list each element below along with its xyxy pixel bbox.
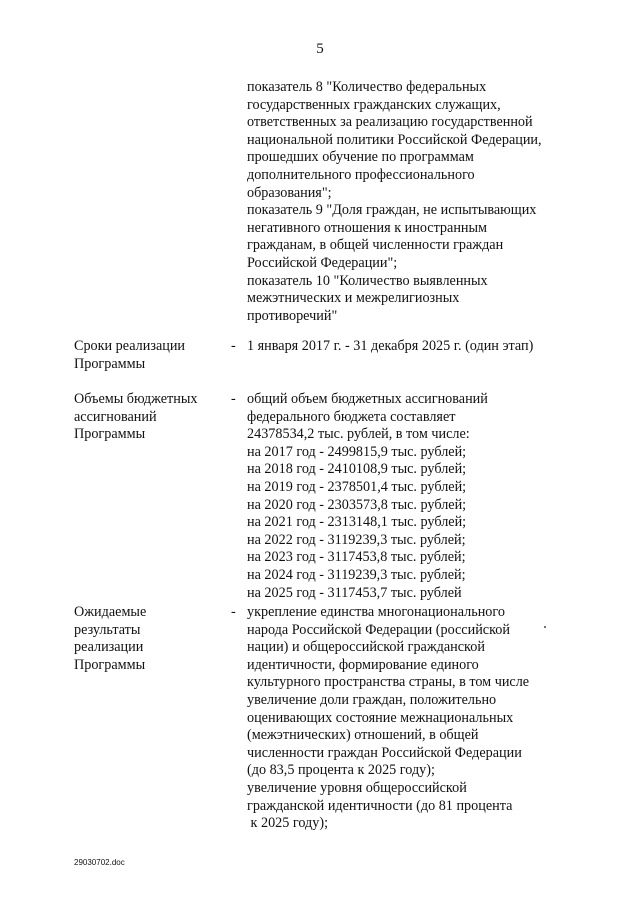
indicators-continuation [247, 79, 542, 325]
value-line: на 2019 год - 2378501,4 тыс. рублей; [247, 478, 467, 495]
text-line: образования"; [247, 184, 332, 201]
footer-filename: 29030702.doc [74, 858, 125, 867]
label-line: Программы [74, 656, 146, 673]
value-line: на 2020 год - 2303573,8 тыс. рублей; [247, 496, 467, 513]
value-line: гражданской идентичности (до 81 процента [247, 797, 513, 814]
value-line: на 2024 год - 3119239,3 тыс. рублей; [247, 566, 466, 583]
text-line: негативного отношения к иностранным [247, 219, 488, 236]
value-line: народа Российской Федерации (российской [247, 621, 510, 638]
text-line: показатель 9 "Доля граждан, не испытывающих [247, 202, 537, 219]
value-line: общий объем бюджетных ассигнований [247, 391, 488, 407]
value-line: культурного пространства страны, в том числе [247, 674, 530, 691]
page-number: 5 [316, 41, 324, 57]
value-line: 24378534,2 тыс. рублей, в том числе: [247, 426, 470, 443]
label-line: Ожидаемые [74, 604, 147, 620]
value-line: (до 83,5 процента к 2025 году); [247, 762, 435, 779]
label-line: реализации [74, 639, 144, 656]
text-line: противоречий" [247, 307, 338, 324]
row-label [74, 391, 197, 444]
value-line: укрепление единства многонационального [247, 604, 505, 620]
value-line: федерального бюджета составляет [247, 408, 456, 425]
text-line: государственных гражданских служащих, [247, 96, 501, 113]
text-line: дополнительного профессионального [247, 166, 475, 183]
label-line: Объемы бюджетных [74, 391, 198, 407]
row-dash: - [231, 604, 236, 620]
value-line: (межэтнических) отношений, в общей [247, 727, 479, 744]
scan-speck [544, 626, 546, 628]
text-line: прошедших обучение по программам [247, 149, 474, 166]
value-line: нации) и общероссийской гражданской [247, 639, 485, 656]
text-line: гражданам, в общей численности граждан [247, 237, 504, 254]
row-value [247, 604, 529, 833]
row-value [247, 338, 533, 356]
value-line: на 2017 год - 2499815,9 тыс. рублей; [247, 443, 467, 460]
value-line: оценивающих состояние межнациональных [247, 709, 514, 726]
text-line: показатель 10 "Количество выявленных [247, 272, 488, 289]
text-line: национальной политики Российской Федерации, [247, 131, 542, 148]
value-line: идентичности, формирование единого [247, 656, 479, 673]
label-line: ассигнований [74, 408, 157, 425]
text-line: межэтнических и межрелигиозных [247, 290, 460, 307]
row-label [74, 604, 146, 674]
label-line: Программы [74, 355, 146, 372]
value-line: увеличение доли граждан, положительно [247, 691, 497, 708]
value-line: к 2025 году); [247, 815, 329, 832]
row-label [74, 338, 185, 373]
value-line: увеличение уровня общероссийской [247, 779, 467, 796]
label-line: Программы [74, 426, 146, 443]
value-line: численности граждан Российской Федерации [247, 744, 522, 761]
value-line: на 2023 год - 3117453,8 тыс. рублей; [247, 549, 466, 566]
text-line: Российской Федерации"; [247, 254, 398, 271]
label-line: результаты [74, 621, 141, 638]
text-line: показатель 8 "Количество федеральных [247, 79, 487, 95]
row-dash: - [231, 338, 236, 354]
label-line: Сроки реализации [74, 338, 186, 354]
value-line: на 2022 год - 3119239,3 тыс. рублей; [247, 531, 466, 548]
value-line: 1 января 2017 г. - 31 декабря 2025 г. (один этап) [247, 338, 534, 354]
row-dash: - [231, 391, 236, 407]
value-line: на 2025 год - 3117453,7 тыс. рублей [247, 584, 462, 601]
text-line: ответственных за реализацию государственной [247, 114, 533, 131]
value-line: на 2018 год - 2410108,9 тыс. рублей; [247, 461, 467, 478]
row-value [247, 391, 488, 602]
value-line: на 2021 год - 2313148,1 тыс. рублей; [247, 514, 467, 531]
